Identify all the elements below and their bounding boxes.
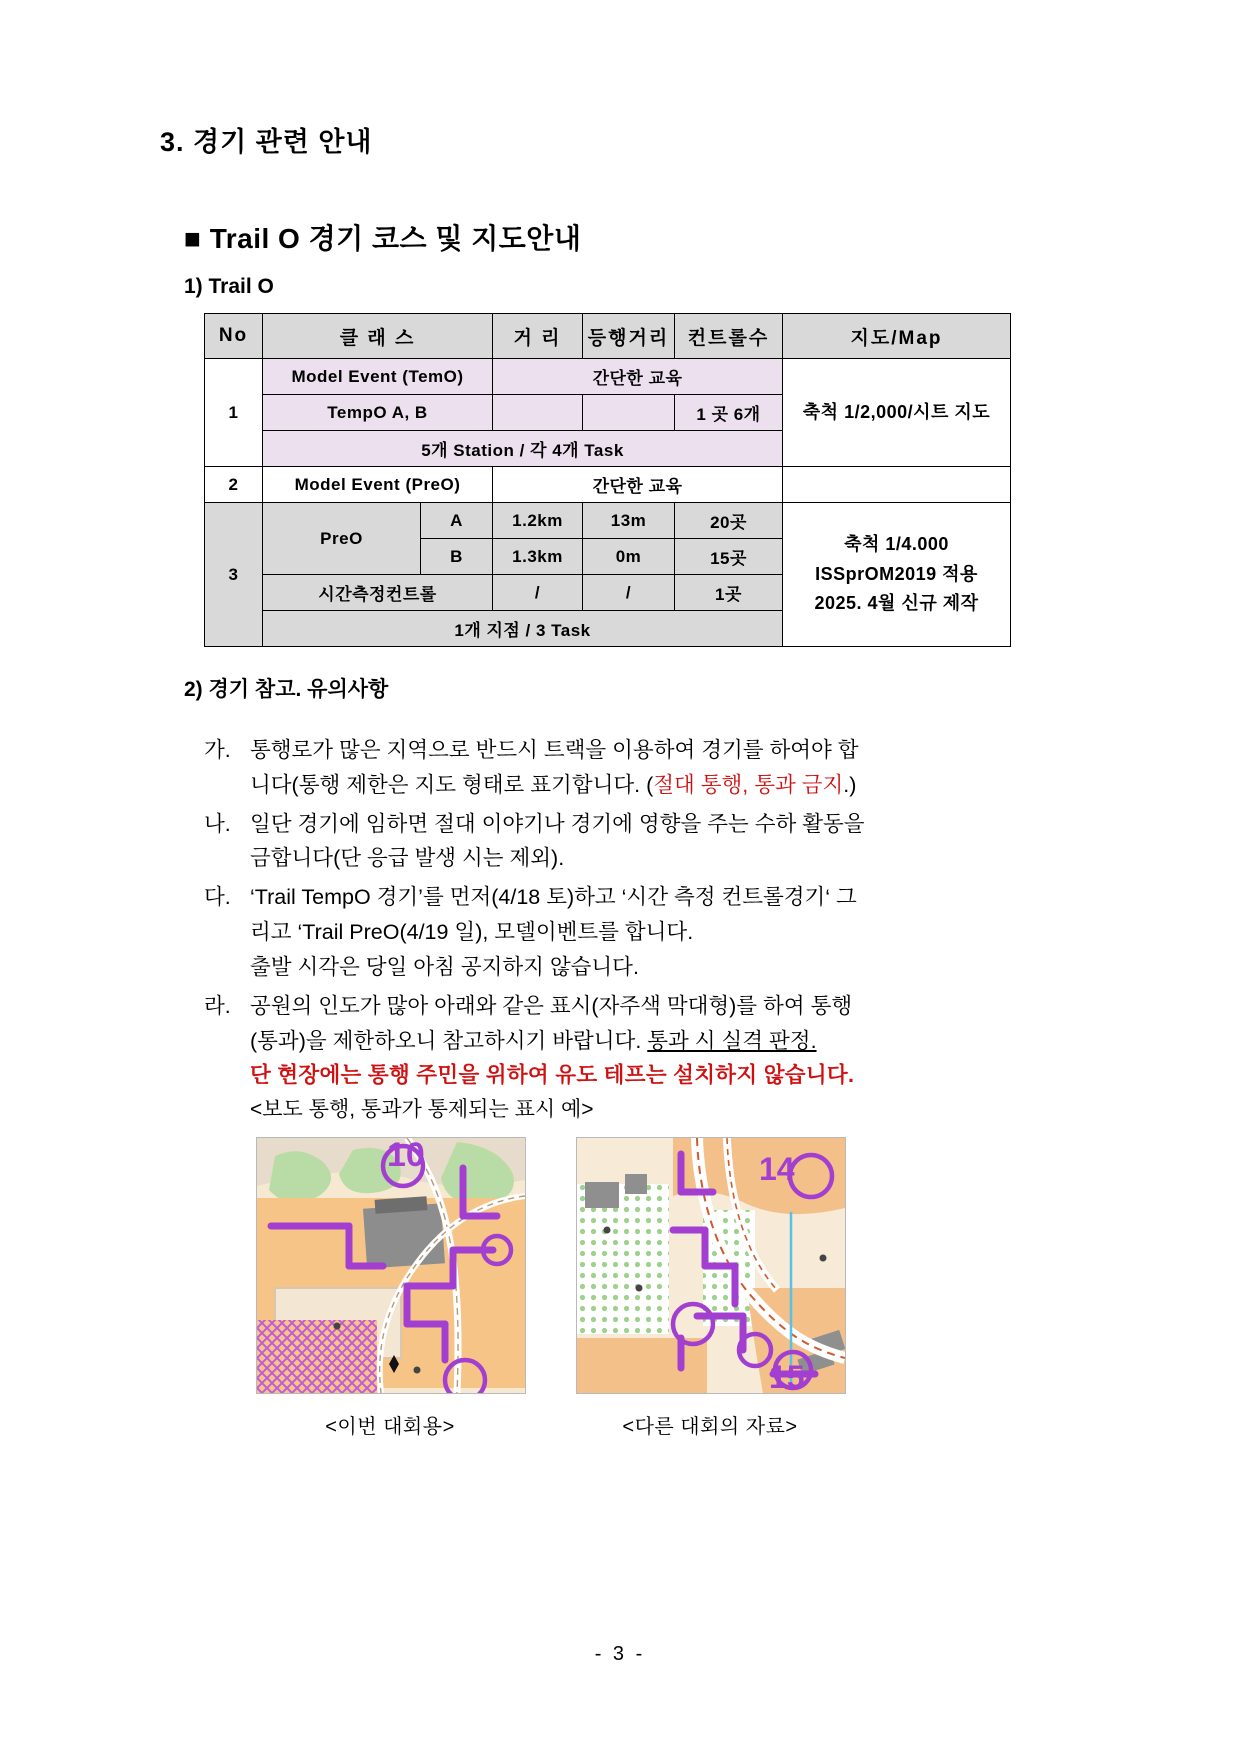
cell-timed-control-climb: / — [583, 575, 675, 611]
map-3-line-2: ISSprOM2019 적용 — [815, 563, 978, 584]
map-image-other-event — [576, 1137, 846, 1394]
map-1-control-label: 10 — [387, 1138, 425, 1175]
table-row — [205, 359, 1011, 395]
note-item-na — [160, 807, 1120, 877]
cell-timed-control-label: 시간측정컨트롤 — [263, 575, 493, 611]
cell-preo-b-distance: 1.3km — [493, 539, 583, 575]
cell-class-model-temo: Model Event (TemO) — [263, 359, 493, 395]
map-image-this-event — [256, 1137, 526, 1394]
note-ra-line-2 — [250, 1024, 1040, 1059]
cell-preo-a-climb: 13m — [583, 503, 675, 539]
cell-class-model-preo: Model Event (PreO) — [263, 467, 493, 503]
note-label-da: 다. — [204, 885, 231, 910]
figure-caption-this-event: <이번 대회용> — [325, 1416, 455, 1439]
table-header-no: No — [205, 314, 263, 359]
cell-preo-a-distance: 1.2km — [493, 503, 583, 539]
cell-no-2: 2 — [205, 467, 263, 503]
table-header-map: 지도/Map — [783, 314, 1011, 359]
note-body-na — [250, 807, 1040, 877]
cell-tempo-controls: 1 곳 6개 — [675, 395, 783, 431]
note-da-line-1: ‘Trail TempO 경기’를 먼저(4/18 토)하고 ‘시간 측정 컨트롤경기‘ 그 — [250, 885, 857, 910]
note-label-ga: 가. — [204, 738, 231, 762]
note-ga-line-1: 통행로가 많은 지역으로 반드시 트랙을 이용하여 경기를 하여야 합 — [250, 738, 859, 762]
table-row — [205, 467, 1011, 503]
note-item-da — [160, 880, 1120, 984]
note-na-line-2: 금합니다(단 응급 발생 시는 제외). — [250, 846, 565, 871]
cell-map-2-spacer — [783, 467, 1011, 503]
cell-station-task: 5개 Station / 각 4개 Task — [263, 431, 783, 467]
note-item-ga — [160, 733, 1120, 803]
note-ga-line-2 — [250, 768, 1040, 803]
page-number: - 3 - — [594, 1643, 646, 1665]
table-header-distance: 거 리 — [493, 314, 583, 359]
cell-preo-b-sub: B — [421, 539, 493, 575]
cell-tempo-distance — [493, 395, 583, 431]
cell-model-note-temo: 간단한 교육 — [493, 359, 783, 395]
note-ra-warning: 단 현장에는 통행 주민을 위하여 유도 테프는 설치하지 않습니다. — [250, 1063, 855, 1088]
cell-model-note-preo: 간단한 교육 — [493, 467, 783, 503]
cell-timed-control-distance: / — [493, 575, 583, 611]
cell-preo-b-climb: 0m — [583, 539, 675, 575]
note-body-ga — [250, 733, 1040, 803]
table-header-controls: 컨트롤수 — [675, 314, 783, 359]
map-2-control-label-bottom: 15 — [769, 1359, 805, 1394]
note-ga-red-text: 절대 통행, 통과 금지 — [653, 772, 844, 797]
note-na-line-1: 일단 경기에 임하면 절대 이야기나 경기에 영향을 주는 수하 활동을 — [250, 811, 865, 836]
cell-tempo-climb — [583, 395, 675, 431]
cell-preo-b-controls: 15곳 — [675, 539, 783, 575]
cell-preo-a-sub: A — [421, 503, 493, 539]
cell-no-3: 3 — [205, 503, 263, 647]
note-label-na: 나. — [204, 811, 231, 836]
note-item-ra — [160, 989, 1120, 1128]
figure-caption-other-event: <다른 대회의 자료> — [622, 1416, 798, 1439]
note-ga-line-2-text: 니다(통행 제한은 지도 형태로 표기합니다. ( — [250, 772, 654, 797]
note-body-ra — [250, 989, 1040, 1128]
note-ra-line-1: 공원의 인도가 많아 아래와 같은 표시(자주색 막대형)를 하여 통행 — [250, 993, 853, 1018]
course-table — [204, 313, 1011, 647]
section-subheading: ■ Trail O 경기 코스 및 지도안내 — [184, 223, 582, 254]
cell-class-tempo: TempO A, B — [263, 395, 493, 431]
note-da-line-3: 출발 시각은 당일 아침 공지하지 않습니다. — [250, 954, 639, 979]
note-ra-line-2-text: (통과)을 제한하오니 참고하시기 바랍니다. — [250, 1028, 648, 1053]
cell-preo-a-controls: 20곳 — [675, 503, 783, 539]
notes-list — [160, 733, 1120, 1127]
list-item-2-label: 2) 경기 참고. 유의사항 — [184, 678, 389, 701]
cell-map-1: 축척 1/2,000/시트 지도 — [783, 359, 1011, 467]
note-ga-line-2-tail: .) — [843, 772, 857, 797]
cell-timed-control-controls: 1곳 — [675, 575, 783, 611]
cell-no-1: 1 — [205, 359, 263, 467]
page-title: 3. 경기 관련 안내 — [160, 127, 373, 157]
orienteering-map-2-icon — [577, 1138, 845, 1393]
map-examples — [256, 1137, 1120, 1439]
figure-this-event — [256, 1137, 524, 1439]
table-header-class: 클 래 스 — [263, 314, 493, 359]
orienteering-map-1-icon — [257, 1138, 525, 1393]
note-ra-underline-text: 통과 시 실격 판정. — [647, 1028, 817, 1053]
list-item-1-label: 1) Trail O — [184, 275, 274, 298]
figure-other-event — [576, 1137, 844, 1439]
map-3-line-3: 2025. 4월 신규 제작 — [814, 593, 979, 614]
cell-map-3 — [783, 503, 1011, 647]
note-label-ra: 라. — [204, 993, 231, 1018]
cell-class-preo: PreO — [263, 503, 421, 575]
map-3-line-1: 축척 1/4.000 — [844, 533, 949, 554]
table-row — [205, 503, 1011, 539]
note-body-da — [250, 880, 1040, 984]
table-header-climb: 등행거리 — [583, 314, 675, 359]
note-ra-example-caption: <보도 통행, 통과가 통제되는 표시 예> — [250, 1098, 594, 1122]
cell-timed-task: 1개 지점 / 3 Task — [263, 611, 783, 647]
map-2-control-label-top: 14 — [759, 1151, 795, 1188]
table-header-row — [205, 314, 1011, 359]
note-da-line-2: 리고 ‘Trail PreO(4/19 일), 모델이벤트를 합니다. — [250, 920, 694, 945]
